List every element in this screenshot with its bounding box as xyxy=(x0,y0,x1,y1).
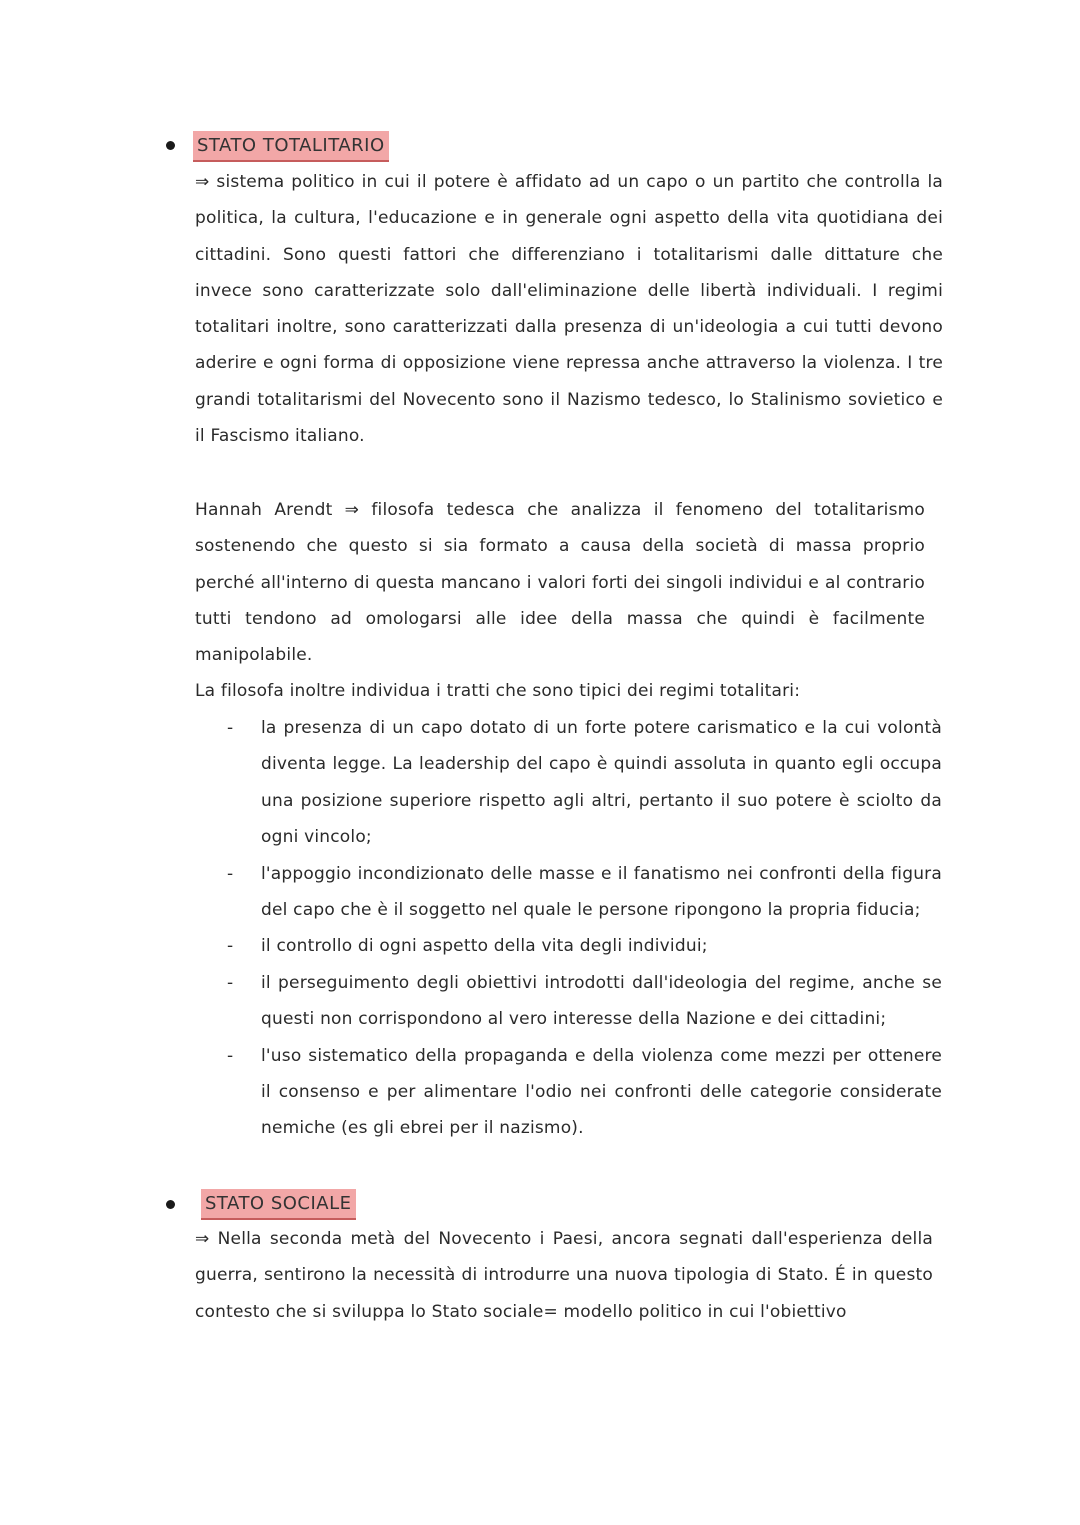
paragraph-arendt: Hannah Arendt ⇒ filosofa tedesca che analizza il fenomeno del totalitarismo sostenendo che questo si sia formato a causa della società di massa proprio perché all'interno di questa mancano i valori forti dei singoli individui e al contrario tutti tendono ad omologarsi alle idee della massa che quindi è facilmente manipolabile. xyxy=(195,500,925,666)
paragraph-sociale-definition: ⇒ Nella seconda metà del Novecento i Paesi, ancora segnati dall'esperienza della guerra, sentirono la necessità di introdurre una nuova tipologia di Stato. É in questo contesto che si sviluppa lo Stato sociale= modello politico in cui l'obiettivo xyxy=(195,1229,933,1322)
traits-list xyxy=(227,710,942,1147)
section-bullet-icon xyxy=(166,1200,175,1209)
section-bullet-icon xyxy=(166,141,175,150)
section-heading-sociale: STATO SOCIALE xyxy=(201,1189,356,1218)
list-item: - l'uso sistematico della propaganda e della violenza come mezzi per ottenere il consenso e per alimentare l'odio nei confronti delle categorie considerate nemiche (es gli ebrei per il nazismo). xyxy=(227,1038,942,1147)
paragraph-totalitario-definition: ⇒ sistema politico in cui il potere è affidato ad un capo o un partito che controlla la politica, la cultura, l'educazione e in generale ogni aspetto della vita quotidiana dei cittadini. Sono questi fattori che differenziano i totalitarismi dalle dittature che invece sono caratterizzate solo dall'eliminazione delle libertà individuali. I regimi totalitari inoltre, sono caratterizzati dalla presenza di un'ideologia a cui tutti devono aderire e ogni forma di opposizione viene repressa anche attraverso la violenza. I tre grandi totalitarismi del Novecento sono il Nazismo tedesco, lo Stalinismo sovietico e il Fascismo italiano. xyxy=(195,172,943,447)
list-item: - il controllo di ogni aspetto della vita degli individui; xyxy=(227,928,942,964)
list-item: - la presenza di un capo dotato di un forte potere carismatico e la cui volontà diventa legge. La leadership del capo è quindi assoluta in quanto egli occupa una posizione superiore rispetto agli altri, pertanto il suo potere è sciolto da ogni vincolo; xyxy=(227,710,942,856)
section-heading-totalitario: STATO TOTALITARIO xyxy=(193,131,389,160)
paragraph-arendt-traits-intro: La filosofa inoltre individua i tratti che sono tipici dei regimi totalitari: xyxy=(195,681,801,701)
list-item: - il perseguimento degli obiettivi introdotti dall'ideologia del regime, anche se questi non corrispondono al vero interesse della Nazione e dei cittadini; xyxy=(227,965,942,1038)
list-item: - l'appoggio incondizionato delle masse e il fanatismo nei confronti della figura del capo che è il soggetto nel quale le persone ripongono la propria fiducia; xyxy=(227,856,942,929)
